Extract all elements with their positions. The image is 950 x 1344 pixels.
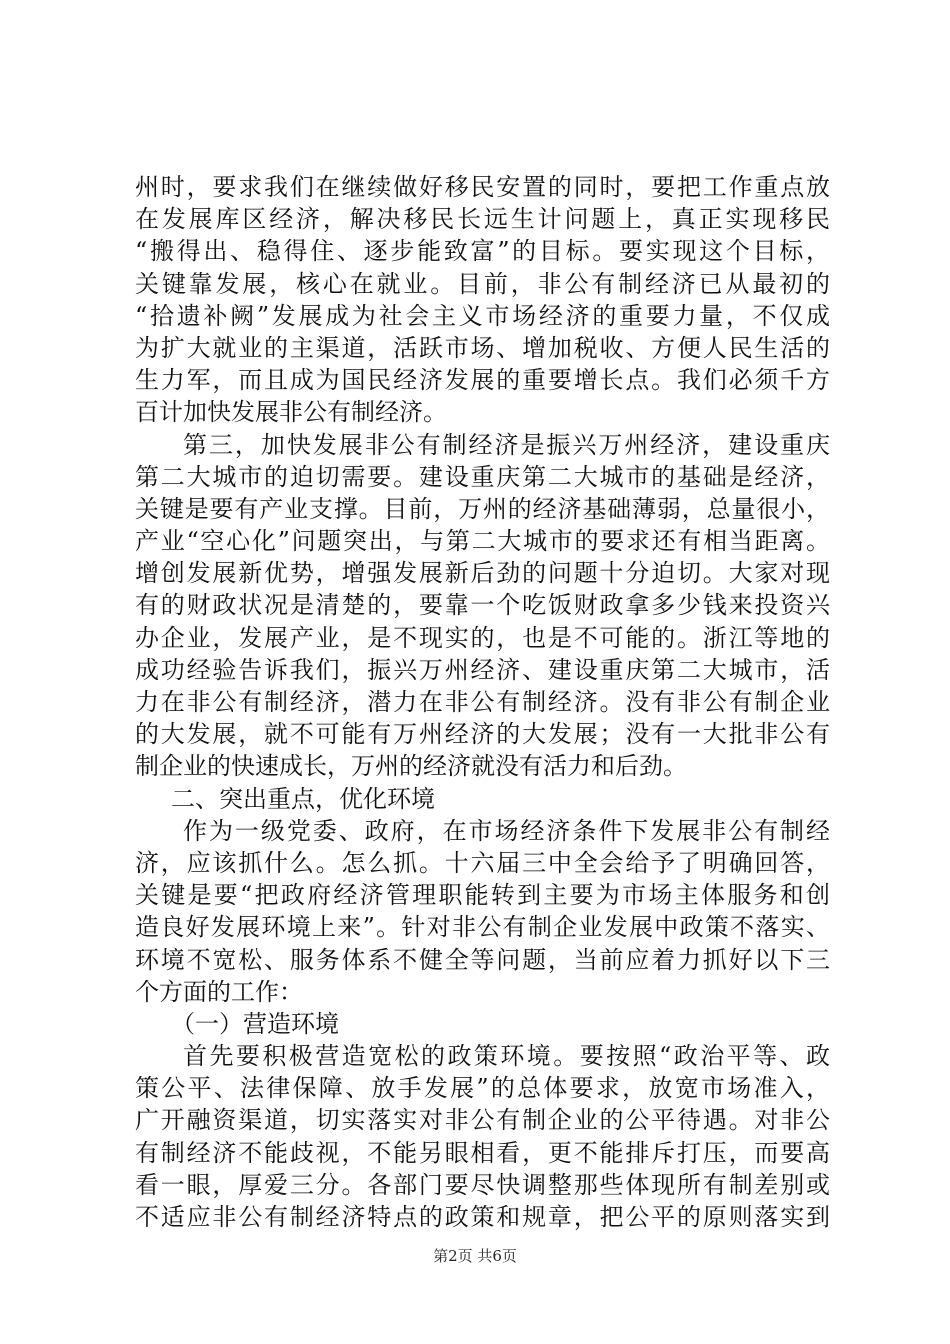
text-line: 个方面的工作： — [135, 977, 303, 1006]
text-line: 成功经验告诉我们，振兴万州经济、建设重庆第二大城市，活 — [135, 655, 830, 684]
text-line: 在发展库区经济，解决移民长远生计问题上，真正实现移民 — [135, 205, 830, 234]
text-line: “拾遗补阙”发展成为社会主义市场经济的重要力量，不仅成 — [135, 301, 830, 330]
text-line: 产业“空心化”问题突出，与第二大城市的要求还有相当距离。 — [135, 527, 830, 556]
section-heading: 二、突出重点，优化环境 — [171, 784, 435, 813]
text-line: 策公平、法律保障、放手发展”的总体要求，放宽市场准入， — [135, 1074, 830, 1103]
text-line: 制企业的快速成长，万州的经济就没有活力和后劲。 — [135, 752, 687, 781]
text-line: 办企业，发展产业，是不现实的，也是不可能的。浙江等地的 — [135, 623, 830, 652]
text-line: 有的财政状况是清楚的，要靠一个吃饭财政拿多少钱来投资兴 — [135, 591, 830, 620]
text-line: 增创发展新优势，增强发展新后劲的问题十分迫切。大家对现 — [135, 559, 830, 588]
text-line: 济，应该抓什么。怎么抓。十六届三中全会给予了明确回答， — [135, 848, 830, 877]
text-line: 生力军，而且成为国民经济发展的重要增长点。我们必须千方 — [135, 366, 830, 395]
text-line: 首先要积极营造宽松的政策环境。要按照“政治平等、政 — [183, 1042, 830, 1071]
text-line: 作为一级党委、政府，在市场经济条件下发展非公有制经 — [183, 816, 830, 845]
text-line: 第三，加快发展非公有制经济是振兴万州经济，建设重庆 — [183, 430, 830, 459]
text-line: “搬得出、稳得住、逐步能致富”的目标。要实现这个目标， — [135, 237, 830, 266]
text-line: 关键是要“把政府经济管理职能转到主要为市场主体服务和创 — [135, 881, 830, 910]
text-line: 造良好发展环境上来”。针对非公有制企业发展中政策不落实、 — [135, 913, 830, 942]
text-line: 广开融资渠道，切实落实对非公有制企业的公平待遇。对非公 — [135, 1106, 830, 1135]
text-line: 为扩大就业的主渠道，活跃市场、增加税收、方便人民生活的 — [135, 333, 830, 362]
text-line: 关键靠发展，核心在就业。目前，非公有制经济已从最初的 — [135, 269, 830, 298]
page-footer: 第2页 共6页 — [433, 1247, 517, 1265]
text-line: 看一眼，厚爱三分。各部门要尽快调整那些体现所有制差别或 — [135, 1170, 830, 1199]
text-line: 州时，要求我们在继续做好移民安置的同时，要把工作重点放 — [135, 173, 830, 201]
text-line: 的大发展，就不可能有万州经济的大发展；没有一大批非公有 — [135, 720, 830, 749]
text-line: 有制经济不能歧视，不能另眼相看，更不能排斥打压，而要高 — [135, 1138, 830, 1167]
text-line: 力在非公有制经济，潜力在非公有制经济。没有非公有制企业 — [135, 688, 830, 716]
text-line: 第二大城市的迫切需要。建设重庆第二大城市的基础是经济， — [135, 462, 830, 491]
subsection-heading: （一）营造环境 — [171, 1009, 339, 1038]
text-line: 环境不宽松、服务体系不健全等问题，当前应着力抓好以下三 — [135, 945, 830, 974]
body-text — [135, 171, 830, 1233]
text-line: 关键是要有产业支撑。目前，万州的经济基础薄弱，总量很小， — [135, 494, 830, 523]
text-line: 不适应非公有制经济特点的政策和规章，把公平的原则落实到 — [135, 1203, 830, 1231]
text-line: 百计加快发展非公有制经济。 — [135, 398, 447, 427]
